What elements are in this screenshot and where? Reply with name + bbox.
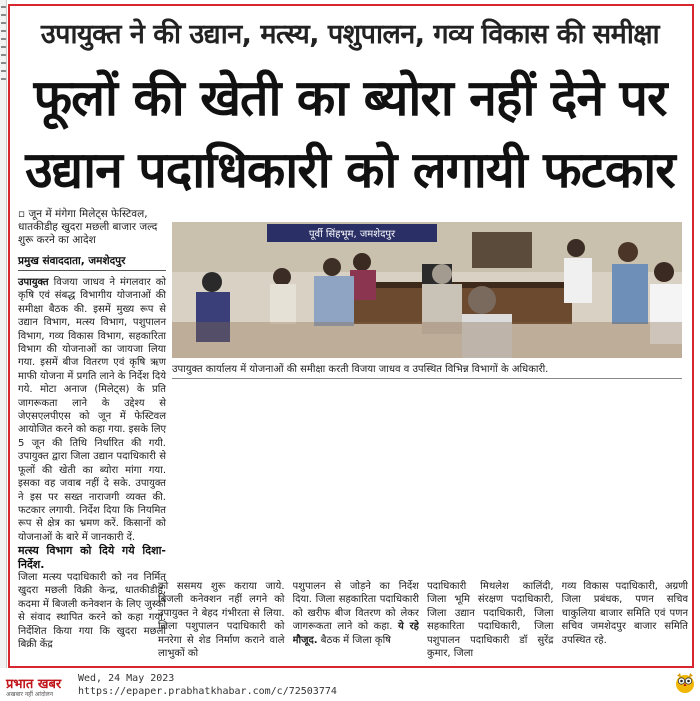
- article-kicker: उपायुक्त ने की उद्यान, मत्स्य, पशुपालन, गव्य विकास की समीक्षा: [40, 19, 660, 50]
- photo-banner-text: पूर्वी सिंहभूम, जमशेदपुर: [308, 229, 396, 240]
- article-column-1: को ससमय शुरू कराया जाये. बिजली कनेक्शन नहीं लगने को उपायुक्त ने बेहद गंभीरता से लिया. जिला पशुपालन पदाधिकारी को मनरेगा से शेड निर्माण कराने वाले लाभुकों को: [158, 581, 285, 660]
- highlight-bullet: [18, 208, 166, 247]
- article-column-2: [293, 580, 420, 664]
- article-column-3: पदाधिकारी मिथलेश कालिंदी, जिला भूमि संरक्षण पदाधिकारी, जिला उद्यान पदाधिकारी, जिला सहकारिता पदाधिकारी, जिला पशुपालन पदाधिकारी डॉ सुरेंद्र कुमार, जिला: [427, 581, 554, 660]
- square-bullet-icon: ▫: [18, 208, 29, 220]
- article-columns: [158, 580, 688, 664]
- byline: प्रमुख संवाददाता, जमशेदपुर: [18, 255, 126, 267]
- headline-line-1: फूलों की खेती का ब्योरा नहीं देने पर: [33, 69, 667, 127]
- body-paragraph-2: जिला मत्स्य पदाधिकारी को नव निर्मित खुदरा मछली विक्री केन्द्र, धातकीडीह, कदमा में बिजली कनेक्शन के लिए जुस्को से संवाद स्थापित करने को कहा गया. निर्देशित किया गया कि खुदरा मछली बिक्री केंद्र: [18, 571, 166, 650]
- logo-text: प्रभात खबर: [6, 677, 62, 692]
- highlight-text: जून में मंगेगा मिलेट्स फेस्टिवल, धातकीडीह खुदरा मछली बाजार जल्द शुरू करने का आदेश: [18, 208, 158, 246]
- footer-meta: [78, 672, 337, 698]
- caption-divider: [172, 378, 682, 379]
- logo-tagline: अखबार नहीं आंदोलन: [6, 691, 54, 698]
- newspaper-logo[interactable]: [6, 674, 61, 698]
- headline-line-2: उद्यान पदाधिकारी को लगायी फटकार: [25, 141, 675, 199]
- column-2-tail: बैठक में जिला कृषि: [320, 634, 391, 646]
- owl-icon: [674, 670, 696, 694]
- photo-caption: उपायुक्त कार्यालय में योजनाओं की समीक्षा करती विजया जाधव व उपस्थित विभिन्न विभागों के अधिकारी.: [172, 364, 549, 375]
- subheading: मत्स्य विभाग को दिये गये दिशा-निर्देश.: [18, 544, 166, 571]
- byline-divider: [18, 270, 166, 271]
- attendees-subhead: ये रहे मौजूद.: [292, 621, 419, 646]
- meeting-photo-image: [172, 222, 682, 358]
- epaper-url[interactable]: https://epaper.prabhatkhabar.com/c/72503774: [78, 686, 337, 697]
- blank-space: [172, 382, 682, 578]
- article-column-4: गव्य विकास पदाधिकारी, अग्रणी जिला प्रबंधक, पणन सचिव चाकुलिया बाजार समिति एवं पणन सचिव जमशेदपुर बाजार समिति उपस्थित रहे.: [561, 581, 688, 646]
- article-body-left: [18, 276, 166, 651]
- body-paragraph: विजया जाधव ने मंगलवार को कृषि एवं संबद्ध विभागीय योजनाओं की समीक्षा बैठक की. इसमें मुख्य रूप से उद्यान विभाग, मत्स्य विभाग, पशुपालन विभाग, गव्य विकास विभाग, सहकारिता विभाग की योजनाओं का जायजा लिया गया. इसमें बीज वितरण एवं कृषि ऋण माफी योजना में प्रगति लाने के निर्देश दिये गये. मोटा अनाज (मिलेट्स) के प्रति जागरूकता लाने के उद्देश्य से जेएसएलपीएस को जून में फेस्टिवल आयोजित करने को कहा गया. इसके लिए 5 जून की तिथि निर्धारित की गयी. उपायुक्त द्वारा जिला उद्यान पदाधिकारी से फूलों की खेती का ब्योरा मांगा गया. इसका वह जवाब नहीं दे सके. उपायुक्त ने इस पर सख्त नाराजगी व्यक्त की. फटकार लगायी. निर्देश दिया कि नियमित रूप से क्षेत्र का भ्रमण करें. किसानों को योजनाओं के बारे में जानकारी दें.: [18, 277, 167, 543]
- meeting-photo: [172, 222, 682, 358]
- edition-date: Wed, 24 May 2023: [78, 673, 175, 684]
- column-2-text: पशुपालन से जोड़ने का निर्देश दिया. जिला सहकारिता पदाधिकारी को खरीफ बीज वितरण को लेकर जागरूकता लाने को कहा.: [292, 581, 419, 633]
- lead-word: उपायुक्त: [18, 277, 49, 288]
